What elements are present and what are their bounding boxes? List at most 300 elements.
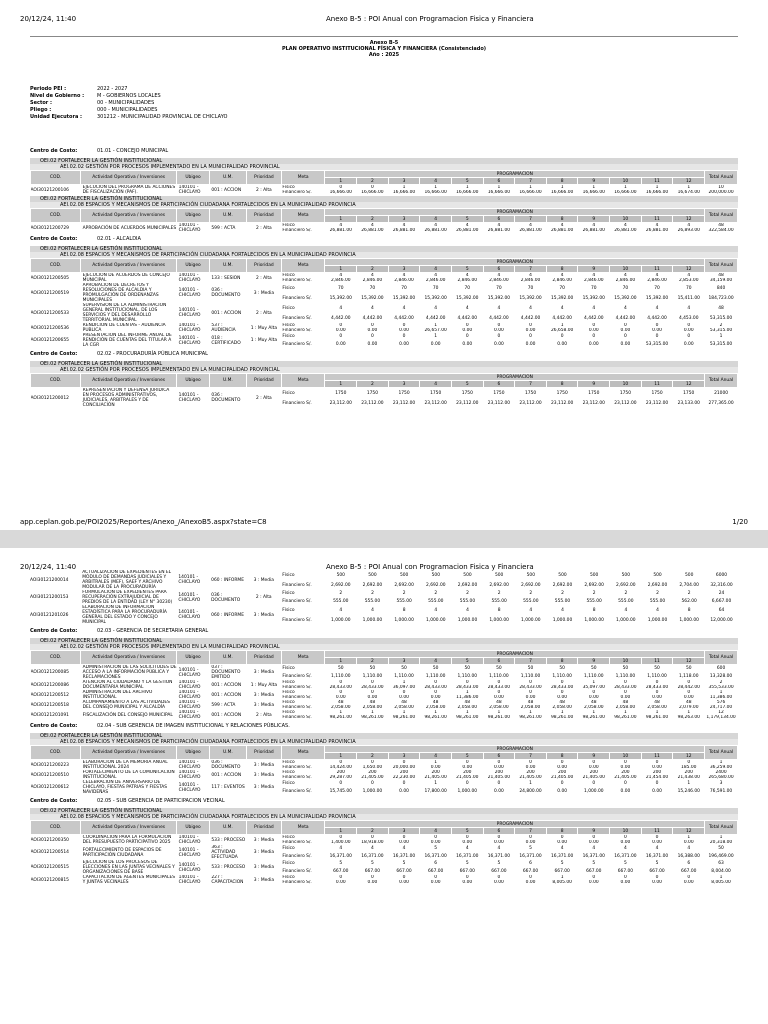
financiero-value: 1,000.00 (584, 788, 604, 794)
aoi-priority: 2 : Alta (256, 712, 272, 718)
col-header-month: 9 (578, 828, 610, 835)
financiero-value: 0.00 (399, 840, 409, 845)
financiero-value: 16,666.00 (645, 190, 669, 195)
aoi-ubigeo: 140101 - CHICLAYO (178, 223, 201, 233)
financiero-value: 14,424.00 (329, 765, 352, 770)
fisico-value: 48 (496, 700, 502, 705)
fisico-value: 200 (652, 770, 662, 775)
fisico-value: 4 (339, 607, 343, 613)
fisico-value: 50 (591, 666, 597, 672)
col-header-prioridad: Prioridad (246, 746, 281, 760)
fisico-value: 4 (529, 305, 532, 311)
poi-table (30, 170, 738, 195)
fisico-value: 0 (560, 835, 564, 840)
financiero-value: 0.00 (335, 328, 346, 333)
aoi-ubigeo: 140101 - CHICLAYO (178, 847, 201, 858)
aoi-priority: 1 : Muy Alta (250, 325, 278, 331)
col-header-ubigeo: Ubigeo (177, 171, 210, 185)
col-header-cod: COD. (31, 171, 81, 185)
fisico-value: 500 (684, 572, 694, 578)
financiero-value: 1,110.00 (552, 673, 572, 679)
financiero-value: 0.00 (652, 328, 662, 333)
fisico-value: 1 (719, 875, 723, 880)
financiero-value: 2,692.00 (647, 582, 668, 588)
fisico-value: 0 (497, 334, 501, 340)
cost-center-name: 02.05 - SUB GERENCIA DE PARTICIPACION VECINAL (97, 798, 225, 804)
fisico-value: 8 (497, 607, 501, 613)
financiero-value: 1,000.00 (647, 617, 668, 623)
aoi-activity: ELABORACIÓN DE LA MEMORIA ANUAL INSTITUCIONAL 2024 (82, 760, 168, 770)
financiero-value: 1,110.00 (489, 673, 509, 679)
col-header-month: 6 (483, 828, 515, 835)
financiero-value: 21,405.00 (424, 775, 447, 780)
financiero-value: 196,469.00 (708, 853, 734, 859)
financiero-label: Financiero S/. (282, 617, 312, 623)
fisico-value: 4 (560, 273, 564, 278)
fisico-value: 4 (466, 607, 469, 613)
financiero-value: 8,004.00 (711, 868, 731, 874)
filter-label: Nivel de Gobierno : (30, 93, 85, 99)
footer-page-number: 1/20 (732, 518, 748, 526)
fisico-value: 8 (687, 607, 691, 613)
fisico-value: 6 (529, 861, 532, 867)
col-header-meta: Meta (281, 171, 325, 185)
footer-url[interactable]: app.ceplan.gob.pe/POI2025/Reportes/Anexo_/AnexoB5.aspx?state=C8 (20, 518, 267, 526)
aoi-code: AOI30121200510 (30, 772, 69, 778)
financiero-value: 0.00 (367, 341, 378, 347)
financiero-value: 16,371.00 (614, 853, 637, 859)
aoi-code: AOI30121200014 (30, 577, 69, 583)
col-header-programacion: PROGRAMACION (325, 374, 705, 381)
fisico-value: 4 (624, 305, 627, 311)
financiero-value: 6,667.00 (711, 598, 732, 604)
col-header-month: 5 (451, 216, 483, 223)
fisico-value: 70 (432, 285, 439, 291)
fisico-value: 0 (624, 690, 627, 695)
financiero-value: 4,442.00 (552, 315, 572, 321)
financiero-value: 555.00 (586, 598, 602, 604)
fisico-value: 70 (401, 285, 407, 291)
financiero-value: 16,674.00 (677, 190, 700, 195)
financiero-value: 555.00 (459, 598, 476, 604)
financiero-value: 0.00 (367, 328, 378, 333)
fisico-value: 1 (434, 710, 438, 715)
financiero-value: 185.00 (681, 765, 697, 770)
fisico-value: 2 (592, 591, 596, 597)
fisico-value: 1 (434, 781, 438, 787)
fisico-value: 0 (465, 334, 469, 340)
aoi-ubigeo: 140101 - CHICLAYO (178, 862, 201, 873)
fisico-label: Físico (282, 185, 295, 190)
financiero-value: 23,112.00 (329, 400, 352, 406)
fisico-value: 8 (402, 607, 406, 613)
fisico-value: 1750 (524, 390, 537, 396)
aoi-priority: 3 : Media (253, 670, 275, 675)
financiero-value: 0.00 (683, 328, 694, 333)
fisico-value: 1 (592, 185, 596, 190)
fisico-value: 1 (465, 690, 469, 695)
financiero-value: 0.00 (494, 788, 504, 794)
financiero-value: 555.00 (618, 598, 634, 604)
filter-row (30, 100, 738, 107)
financiero-value: 0.00 (525, 341, 536, 347)
fisico-label: Físico (282, 390, 295, 396)
col-header-meta: Meta (281, 374, 325, 388)
col-header-um: U.M. (209, 259, 246, 273)
financiero-value: 2,846.00 (552, 278, 572, 283)
fisico-value: 50 (654, 666, 660, 672)
financiero-value: 53,315.00 (709, 341, 733, 347)
financiero-label: Financiero S/. (282, 582, 312, 588)
table-row (31, 845, 738, 853)
fisico-value: 70 (685, 285, 692, 291)
financiero-value: 15,392.00 (361, 295, 384, 301)
fisico-value: 1 (687, 710, 691, 715)
fisico-value: 48 (718, 273, 724, 278)
fisico-value: 4 (624, 273, 627, 278)
financiero-value: 2,058.00 (647, 705, 667, 710)
aoi-priority: 3 : Media (253, 762, 275, 768)
aoi-code: AOI30121200505 (30, 275, 69, 281)
fisico-value: 70 (496, 285, 502, 291)
financiero-value: 32,316.00 (710, 582, 733, 588)
fisico-value: 70 (559, 285, 565, 291)
col-header-month: 1 (325, 216, 357, 223)
financiero-value: 667.00 (459, 868, 475, 874)
aoi-activity: ADMINISTRACIÓN DEL ARCHIVO INSTITUCIONAL (82, 690, 153, 700)
filter-row (30, 114, 738, 121)
financiero-value: 1,110.00 (331, 673, 351, 679)
aoi-priority: 1 : Muy Alta (250, 682, 278, 688)
financiero-label: Financiero S/. (282, 328, 312, 333)
financiero-value: 322,584.00 (708, 228, 734, 233)
aei-label: AEI.02.08 ESPACIOS Y MECANISMOS DE PARTICIPACIÓN CIUDADANA FORTALECIDOS EN LA MUNICIPALIDAD PROVINCIA (30, 739, 738, 745)
financiero-value: 2,846.00 (489, 278, 509, 283)
col-header-month: 4 (420, 658, 452, 665)
fisico-value: 4 (592, 273, 596, 278)
col-header-month: 7 (515, 753, 547, 760)
financiero-value: 15,392.00 (550, 295, 574, 301)
fisico-value: 1 (402, 680, 406, 685)
fisico-value: 0 (402, 760, 406, 765)
financiero-label: Financiero S/. (282, 685, 312, 690)
financiero-value: 98,261.00 (392, 715, 416, 720)
fisico-value: 200 (526, 770, 535, 775)
financiero-value: 0.00 (399, 695, 409, 700)
fisico-value: 4 (624, 607, 628, 613)
col-header-month: 8 (546, 216, 578, 223)
aoi-activity: RENDICIÓN DE CUENTAS - AUDIENCIA PUBLICA (82, 323, 166, 333)
cost-center-name: 02.03 - GERENCIA DE SECRETARIA GENERAL (97, 628, 209, 634)
aoi-code: AOI30121200512 (30, 692, 69, 698)
fisico-label: Físico (282, 770, 295, 775)
financiero-value: 0.00 (652, 765, 662, 770)
fisico-value: 48 (622, 700, 629, 705)
col-header-programacion: PROGRAMACION (325, 746, 705, 753)
fisico-value: 200 (557, 770, 567, 775)
financiero-value: 0.00 (494, 341, 504, 347)
financiero-value: 0.00 (620, 328, 631, 333)
col-header-cod: COD. (31, 651, 81, 665)
col-header-month: 9 (578, 216, 610, 223)
cost-center (30, 795, 738, 807)
financiero-value: 2,692.00 (394, 582, 414, 588)
aoi-priority: 2 : Alta (255, 595, 272, 600)
fisico-value: 0 (371, 760, 374, 765)
col-header-month: 10 (610, 753, 642, 760)
financiero-value: 2,058.00 (489, 705, 509, 710)
col-header-month: 1 (325, 828, 357, 835)
financiero-value: 98,261.00 (487, 715, 511, 720)
aoi-ubigeo: 140101 - CHICLAYO (178, 308, 201, 318)
col-header-cod: COD. (31, 259, 81, 273)
col-header-month: 6 (483, 216, 515, 223)
col-header-month: 7 (515, 658, 547, 665)
financiero-value: 16,666.00 (329, 190, 352, 195)
fisico-value: 2 (529, 591, 533, 597)
financiero-value: 16,388.00 (677, 853, 700, 859)
fisico-value: 0 (371, 781, 374, 787)
financiero-value: 26,881.00 (645, 228, 669, 233)
financiero-value: 2,058.00 (425, 705, 446, 710)
aoi-code: AOI30121200655 (30, 338, 69, 343)
col-header-um: U.M. (209, 374, 246, 388)
fisico-value: 4 (434, 273, 438, 278)
financiero-label: Financiero S/. (282, 853, 312, 859)
fisico-value: 0 (497, 323, 501, 328)
fisico-value: 0 (465, 875, 469, 880)
financiero-value: 21,405.00 (550, 775, 574, 780)
fisico-value: 0 (592, 334, 596, 340)
col-header-month: 7 (515, 178, 547, 185)
aoi-unit: 060 : INFORME (211, 577, 244, 583)
fisico-value: 50 (718, 846, 724, 852)
col-header-prioridad: Prioridad (246, 651, 281, 665)
fisico-value: 48 (401, 700, 407, 705)
financiero-value: 2,692.00 (426, 582, 446, 588)
fisico-value: 200 (368, 770, 377, 775)
fisico-value: 64 (718, 607, 725, 613)
col-header-month: 5 (451, 178, 483, 185)
col-header-month: 7 (515, 381, 547, 388)
cost-center-label: Centro de Costo: (30, 723, 78, 729)
financiero-value: 0.00 (525, 695, 536, 700)
col-header-month: 3 (388, 753, 420, 760)
col-header-month: 10 (610, 178, 642, 185)
aoi-ubigeo: 140101 - CHICLAYO (178, 273, 201, 283)
fisico-value: 0 (465, 323, 469, 328)
financiero-value: 21,454.00 (645, 775, 669, 780)
filter-label: Periodo PEI : (30, 86, 67, 92)
col-header-month: 1 (325, 266, 357, 273)
fisico-value: 4 (529, 273, 532, 278)
financiero-value: 1,000.00 (616, 617, 636, 623)
financiero-value: 16,371.00 (424, 853, 447, 859)
fisico-value: 1750 (651, 390, 663, 396)
fisico-value: 1750 (619, 390, 632, 396)
fisico-value: 0 (371, 185, 374, 190)
cost-center-label: Centro de Costo: (30, 236, 78, 242)
aoi-code: AOI30121200815 (30, 877, 69, 883)
col-header-month: 1 (325, 658, 357, 665)
financiero-value: 1,110.00 (362, 673, 383, 679)
col-header-actividad: Actividad Operativa / Inversiones (81, 209, 177, 223)
fisico-value: 0 (624, 835, 627, 840)
fisico-value: 1 (655, 185, 659, 190)
financiero-value: 0.00 (683, 341, 694, 347)
fisico-value: 200 (589, 770, 598, 775)
poi-table (30, 373, 738, 408)
fisico-value: 0 (371, 680, 374, 685)
financiero-value: 562.00 (681, 598, 697, 604)
col-header-cod: COD. (31, 209, 81, 223)
aoi-priority: 3 : Media (253, 692, 275, 698)
financiero-value: 28,433.00 (329, 685, 352, 690)
financiero-value: 2,853.00 (678, 278, 699, 283)
fisico-value: 5 (529, 846, 532, 852)
financiero-label: Financiero S/. (282, 341, 312, 347)
fisico-value: 0 (655, 875, 659, 880)
col-header-month: 11 (641, 266, 673, 273)
financiero-value: 0.00 (462, 765, 473, 770)
financiero-value: 15,392.00 (519, 295, 542, 301)
fisico-value: 0 (402, 835, 406, 840)
financiero-value: 23,112.00 (582, 400, 605, 406)
aoi-activity: REPRESENTACIÓN Y DEFENSA JURÍDICA EN PROCESOS ADMINISTRATIVOS, JUDICIALES, ARBITRALES Y DE CONCILIACIÓN (82, 388, 170, 408)
col-header-month: 6 (483, 753, 515, 760)
fisico-value: 0 (371, 875, 374, 880)
fisico-value: 0 (497, 680, 501, 685)
col-header-actividad: Actividad Operativa / Inversiones (81, 651, 177, 665)
fisico-label: Físico (282, 861, 295, 867)
aoi-code: AOI30121200533 (30, 310, 69, 316)
col-header-month: 9 (578, 381, 610, 388)
fisico-value: 4 (402, 305, 406, 311)
fisico-value: 0 (687, 334, 691, 340)
col-header-month: 3 (388, 381, 420, 388)
aoi-code: AOI30121200612 (30, 785, 69, 790)
fisico-value: 10 (718, 185, 724, 190)
aoi-code: AOI30121200519 (30, 290, 69, 296)
fisico-value: 1750 (335, 390, 347, 396)
financiero-value: 2,692.00 (552, 582, 573, 588)
financiero-value: 22,230.00 (392, 775, 416, 780)
fisico-value: 0 (529, 835, 532, 840)
fisico-value: 48 (559, 700, 565, 705)
financiero-value: 2,846.00 (457, 278, 478, 283)
financiero-value: 2,704.00 (679, 582, 699, 588)
aoi-ubigeo: 140101 - CHICLAYO (178, 667, 201, 678)
financiero-value: 0.00 (525, 880, 536, 885)
fisico-value: 5 (592, 861, 596, 867)
fisico-value: 0 (434, 690, 438, 695)
fisico-value: 0 (497, 835, 501, 840)
aoi-ubigeo: 140101 - CHICLAYO (178, 690, 201, 700)
financiero-label: Financiero S/. (282, 598, 312, 604)
financiero-value: 16,666.00 (519, 190, 542, 195)
aoi-priority: 3 : Media (253, 837, 275, 843)
financiero-value: 0.00 (525, 765, 536, 770)
financiero-value: 16,371.00 (361, 853, 384, 859)
financiero-value: 1,400.00 (331, 840, 351, 845)
fisico-value: 8 (592, 607, 596, 613)
fisico-value: 0 (371, 323, 374, 328)
financiero-value: 0.00 (430, 341, 441, 347)
financiero-value: 667.00 (681, 868, 697, 874)
financiero-value: 28,433.00 (645, 685, 669, 690)
cost-center-name: 02.04 - SUB GERENCIA DE IMAGEN INSTITUCIONAL Y RELACIONES PÚBLICAS. (97, 723, 290, 729)
aoi-priority: 3 : Media (253, 702, 275, 708)
fisico-value: 1750 (493, 390, 505, 396)
financiero-value: 667.00 (522, 868, 539, 874)
aoi-ubigeo: 140101 - CHICLAYO (178, 335, 201, 346)
table-row (31, 780, 738, 788)
financiero-value: 26,893.00 (677, 228, 700, 233)
financiero-value: 1,110.00 (584, 673, 604, 679)
financiero-value: 15,392.00 (582, 295, 605, 301)
col-header-month: 12 (673, 828, 705, 835)
financiero-value: 15,745.00 (329, 788, 352, 794)
financiero-value: 15,392.00 (329, 295, 352, 301)
fisico-value: 200 (494, 770, 504, 775)
financiero-value: 26,657.00 (424, 328, 447, 333)
col-header-month: 10 (610, 828, 642, 835)
fisico-value: 0 (465, 760, 469, 765)
fisico-value: 1 (592, 680, 596, 685)
financiero-value: 1,110.00 (520, 673, 541, 679)
financiero-value: 98,261.00 (614, 715, 637, 720)
fisico-value: 48 (591, 700, 597, 705)
financiero-value: 667.00 (491, 868, 507, 874)
financiero-value: 4,442.00 (425, 315, 446, 321)
financiero-label: Financiero S/. (282, 765, 312, 770)
fisico-value: 4 (655, 273, 659, 278)
col-header-month: 10 (610, 381, 642, 388)
fisico-value: 50 (559, 666, 565, 672)
fisico-value: 200 (431, 770, 440, 775)
financiero-value: 555.00 (523, 598, 539, 604)
fisico-value: 4 (655, 846, 659, 852)
financiero-value: 26,881.00 (329, 228, 352, 233)
fisico-value: 48 (718, 305, 724, 311)
aoi-unit: 363 : ACTIVIDAD EFECTUADA (211, 845, 238, 860)
fisico-value: 0 (560, 690, 564, 695)
aei-label: AEI.02.02 GESTIÓN POR PROCESOS IMPLEMENTADO EN LA MUNICIPALIDAD PROVINCIAL (30, 644, 738, 650)
filter-row (30, 86, 738, 93)
fisico-value: 1 (687, 185, 691, 190)
fisico-value: 4 (560, 305, 564, 311)
financiero-value: 4,442.00 (647, 315, 667, 321)
col-header-actividad: Actividad Operativa / Inversiones (81, 171, 177, 185)
poi-table-continued (30, 570, 738, 625)
fisico-value: 1750 (556, 390, 568, 396)
fisico-value: 1 (624, 185, 627, 190)
financiero-label: Financiero S/. (282, 295, 312, 301)
cost-center (30, 348, 738, 360)
financiero-value: 26,658.00 (550, 328, 574, 333)
fisico-value: 6 (687, 861, 691, 867)
financiero-value: 28,433.00 (614, 685, 637, 690)
aoi-activity: EJECUCIÓN DEL PROGRAMA DE ACCIONES DE FISCALIZACIÓN (PAF). (82, 185, 176, 195)
fisico-value: 1 (560, 710, 564, 715)
financiero-value: 53,315.00 (709, 328, 733, 333)
fisico-value: 0 (497, 760, 501, 765)
fisico-value: 4 (497, 305, 501, 311)
aoi-priority: 2 : Alta (256, 187, 272, 193)
fisico-value: 4 (465, 305, 469, 311)
financiero-value: 2,692.00 (331, 582, 351, 588)
fisico-value: 0 (655, 334, 659, 340)
